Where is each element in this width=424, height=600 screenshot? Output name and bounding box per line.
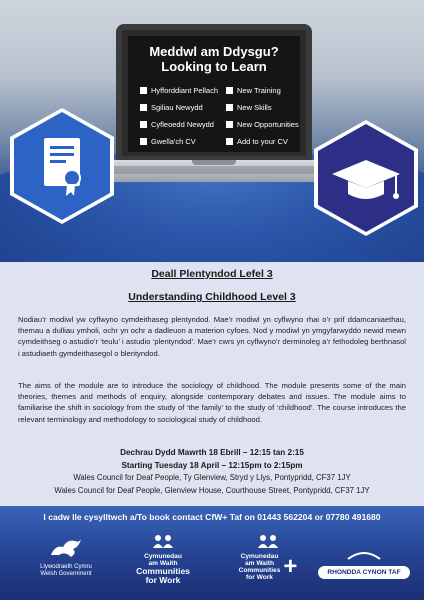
laptop-display: [128, 36, 300, 152]
checkbox-icon: [226, 121, 233, 128]
checklist-item: [226, 82, 312, 99]
welsh-government-logo: [28, 537, 104, 578]
start-date-welsh: Dechrau Dydd Mawrth 18 Ebrill – 12:15 tan 2:15: [120, 448, 304, 457]
checklist-item-label: New Opportunities: [237, 120, 299, 129]
location-english: Wales Council for Deaf People, Glenview House, Courthouse Street, Pontypridd, CF37 1JY: [54, 486, 370, 495]
checklist-item-label: New Skills: [237, 103, 272, 112]
welsh-gov-welsh-label: Llywodraeth Cymru: [40, 564, 92, 570]
checkbox-icon: [226, 104, 233, 111]
checklist: [140, 82, 312, 150]
checklist-item-label: Gwella'ch CV: [151, 137, 196, 146]
start-date-english: Starting Tuesday 18 April – 12:15pm to 2:15pm: [121, 461, 303, 470]
rct-label: RHONDDA CYNON TAF: [318, 566, 410, 579]
checkbox-icon: [140, 87, 147, 94]
description-english: The aims of the module are to introduce the sociology of childhood. The module presents some of the main theories, themes and methods of enquiry, alongside contemporary debates and issues. The module aims to familiarise the shift in sociology from the study of ‘the family’ to the study of ‘childhood’. The course introduces the relevant terminology and methodology to sociological study of childhood.: [18, 381, 406, 424]
laptop-screen: [116, 24, 312, 162]
checklist-item: [140, 133, 226, 150]
cfw-english-line2: for Work: [145, 575, 181, 585]
booking-contact: I cadw lle cysylltwch a/To book contact CfW+ Taf on 01443 562204 or 07780 491680: [43, 512, 381, 522]
cfwplus-english-line1: Communities: [238, 567, 281, 574]
course-title-english: Understanding Childhood Level 3: [128, 291, 296, 303]
checklist-item-label: Hyfforddiant Pellach: [151, 86, 218, 95]
cfw-welsh-line2: am Waith: [148, 560, 178, 567]
checklist-item: [140, 99, 226, 116]
people-icon: [255, 534, 281, 548]
checklist-item: [140, 116, 226, 133]
checkbox-icon: [140, 138, 147, 145]
checkbox-icon: [140, 104, 147, 111]
location-welsh: Wales Council for Deaf People, Ty Glenview, Stryd y Llys, Pontypridd, CF37 1JY: [73, 473, 351, 482]
cfw-english-line1: Communities: [136, 566, 190, 576]
checkbox-icon: [226, 87, 233, 94]
rhondda-cynon-taf-logo: [318, 548, 410, 579]
checklist-item-label: Cyfleoedd Newydd: [151, 120, 214, 129]
laptop-notch: [192, 160, 236, 165]
screen-title-english: Looking to Learn: [161, 59, 267, 74]
checklist-item-label: New Training: [237, 86, 281, 95]
cfwplus-welsh-line2: am Waith: [244, 560, 275, 567]
description-welsh: Nodiau’r modiwl yw cyflwyno cymdeithaseg plentyndod. Mae’r modiwl yn cyflwyno rhai o’r prif ddamcaniaethau, themau a dulliau ymholi, ochr yn ochr a dadleuon a materion cyfoes. Nod y modiwl yn ymgyfarwyddo newid mewn cymdeithseg o astudio’r ‘teulu’ i astudio ‘plentyndod’. Mae’r cwrs yn cyflwyno’r derminoleg a’r fethodoleg berthnasol i astudiaeth gymdeithasegol o blentyndod.: [18, 315, 406, 358]
communities-for-work-logo: [118, 534, 208, 585]
checklist-item-label: Sgiliau Newydd: [151, 103, 203, 112]
checklist-item: [226, 133, 312, 150]
screen-title-welsh: Meddwl am Ddysgu?: [149, 44, 279, 59]
hero-banner: [0, 0, 424, 262]
welsh-gov-english-label: Welsh Government: [40, 571, 92, 577]
laptop-keyboard: [110, 166, 318, 174]
checkbox-icon: [140, 121, 147, 128]
checkbox-icon: [226, 138, 233, 145]
screen-title: [128, 44, 300, 74]
cfwplus-welsh-line1: Cymunedau: [240, 553, 279, 560]
plus-icon: +: [283, 553, 298, 580]
cfw-welsh-line1: Cymunedau: [144, 553, 182, 560]
rct-emblem-icon: [344, 549, 384, 561]
course-title-welsh: Deall Plentyndod Lefel 3: [151, 268, 273, 280]
checklist-item: [140, 82, 226, 99]
checklist-item-label: Add to your CV: [237, 137, 288, 146]
cfwplus-english-line2: for Work: [245, 574, 273, 581]
checklist-item: [226, 116, 312, 133]
people-icon: [150, 534, 176, 548]
dragon-icon: [49, 537, 83, 559]
checklist-item: [226, 99, 312, 116]
communities-for-work-plus-logo: [218, 534, 318, 581]
